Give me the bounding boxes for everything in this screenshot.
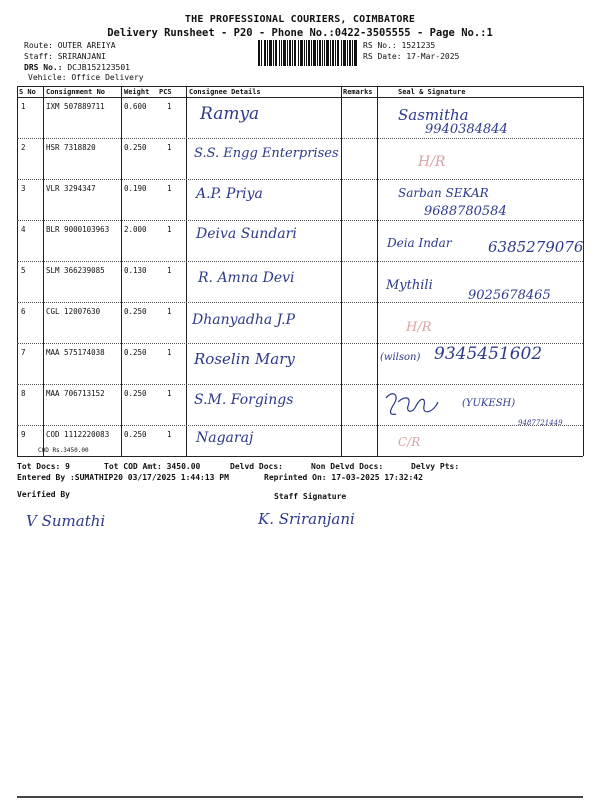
delivery-points: Delvy Pts:: [411, 462, 460, 471]
drs-number: DCJB152123501: [67, 63, 130, 72]
drs-label: DRS No.:: [24, 63, 63, 72]
rs-date: RS Date: 17-Mar-2025: [363, 52, 460, 61]
signature-handwriting: Deia Indar: [387, 236, 452, 250]
consignee-handwriting: Dhanyadha J.P: [192, 312, 296, 328]
consignee-handwriting: Nagaraj: [196, 430, 254, 446]
route-text: Route: OUTER AREIYA: [24, 41, 116, 50]
consignee-handwriting: R. Amna Devi: [198, 270, 295, 286]
bottom-edge-line: [17, 796, 583, 798]
row-pcs: 1: [167, 184, 172, 193]
consignee-handwriting: Ramya: [200, 104, 260, 124]
col-divider: [121, 86, 122, 456]
consignee-handwriting: Roselin Mary: [194, 350, 295, 368]
rs-number: RS No.: 1521235: [363, 41, 436, 50]
total-docs: Tot Docs: 9: [17, 462, 70, 471]
row-weight: 0.250: [124, 143, 147, 152]
row-weight: 0.250: [124, 430, 147, 439]
consignee-handwriting: Deiva Sundari: [196, 226, 297, 242]
row-sno: 6: [21, 307, 26, 316]
phone-handwriting: 9345451602: [434, 344, 543, 364]
drs-line: [24, 63, 130, 73]
row-weight: 0.130: [124, 266, 147, 275]
table-top-border: [17, 86, 583, 87]
row-pcs: 1: [167, 348, 172, 357]
verified-by-label: Verified By: [17, 490, 70, 499]
signature-handwriting: Sarban SEKAR: [398, 186, 489, 200]
consignee-handwriting: S.M. Forgings: [194, 392, 294, 408]
row-separator: [17, 138, 583, 139]
row-consignment: CGL 12007630: [46, 307, 101, 316]
row-consignment: VLR 3294347: [46, 184, 96, 193]
row-pcs: 1: [167, 307, 172, 316]
consignee-handwriting: A.P. Priya: [196, 186, 263, 202]
phone-handwriting: 6385279076: [488, 238, 584, 256]
row-separator: [17, 220, 583, 221]
phone-handwriting: 9688780584: [424, 204, 507, 219]
row-weight: 0.600: [124, 102, 147, 111]
company-title: THE PROFESSIONAL COURIERS, COIMBATORE: [184, 14, 416, 25]
total-cod: Tot COD Amt: 3450.00: [104, 462, 201, 471]
row-separator: [17, 261, 583, 262]
row-separator: [17, 425, 583, 426]
runsheet-subtitle: Delivery Runsheet - P20 - Phone No.:0422-3505555 - Page No.:1: [107, 27, 493, 39]
header-weight: Weight: [124, 88, 150, 96]
signature-handwriting: Sasmitha: [398, 106, 469, 124]
col-divider: [186, 86, 187, 456]
row-pcs: 1: [167, 389, 172, 398]
col-divider: [341, 86, 342, 456]
row-sno: 5: [21, 266, 26, 275]
cod-note: COD Rs.3450.00: [38, 447, 89, 454]
col-divider: [17, 86, 18, 456]
row-consignment: SLM 366239085: [46, 266, 105, 275]
barcode-image: [258, 40, 358, 66]
row-weight: 0.250: [124, 389, 147, 398]
row-consignment: IXM 507889711: [46, 102, 105, 111]
header-consignment: Consignment No: [46, 88, 106, 96]
row-consignment: COD 1112220083: [46, 430, 110, 439]
table-header-border: [17, 97, 583, 98]
row-pcs: 1: [167, 143, 172, 152]
row-consignment: BLR 9000103963: [46, 225, 110, 234]
signature-handwriting: Mythili: [386, 278, 433, 293]
row-sno: 4: [21, 225, 26, 234]
header-sno: S No: [19, 88, 36, 96]
staff-signature-label: Staff Signature: [274, 492, 347, 501]
row-sno: 7: [21, 348, 26, 357]
row-pcs: 1: [167, 266, 172, 275]
row-separator: [17, 179, 583, 180]
row-pcs: 1: [167, 430, 172, 439]
col-divider: [377, 86, 378, 456]
header-pcs: PCS: [159, 88, 172, 96]
staff-signature: K. Sriranjani: [258, 510, 355, 528]
row-sno: 8: [21, 389, 26, 398]
row-consignment: MAA 706713152: [46, 389, 105, 398]
staff-text: Staff: SRIRANJANI: [24, 52, 106, 61]
row-consignment: MAA 575174038: [46, 348, 105, 357]
row-pcs: 1: [167, 225, 172, 234]
phone-handwriting: 9940384844: [425, 122, 508, 137]
verified-signature: V Sumathi: [26, 512, 106, 530]
col-divider: [43, 86, 44, 456]
phone-handwriting: 9487721449: [518, 419, 563, 427]
header-remarks: Remarks: [343, 88, 373, 96]
reprinted-on: Reprinted On: 17-03-2025 17:32:42: [264, 473, 423, 482]
row-weight: 0.190: [124, 184, 147, 193]
row-sno: 9: [21, 430, 26, 439]
row-sno: 2: [21, 143, 26, 152]
delivered-docs: Delvd Docs:: [230, 462, 283, 471]
signature-handwriting: (YUKESH): [462, 398, 516, 409]
row-sno: 3: [21, 184, 26, 193]
stamp-handwriting: C/R: [398, 435, 421, 449]
consignee-handwriting: S.S. Engg Enterprises: [194, 146, 339, 161]
non-delivered-docs: Non Delvd Docs:: [311, 462, 384, 471]
col-divider: [583, 86, 584, 456]
phone-handwriting: 9025678465: [468, 288, 551, 303]
row-sno: 1: [21, 102, 26, 111]
vehicle-text: Vehicle: Office Delivery: [28, 73, 144, 82]
entered-by: Entered By :SUMATHIP20 03/17/2025 1:44:13 PM: [17, 473, 229, 482]
signature-handwriting: (wilson): [380, 352, 421, 363]
row-weight: 0.250: [124, 307, 147, 316]
row-weight: 0.250: [124, 348, 147, 357]
row-separator: [17, 384, 583, 385]
scribble-signature-icon: [382, 390, 462, 420]
header-consignee: Consignee Details: [189, 88, 261, 96]
row-weight: 2.000: [124, 225, 147, 234]
table-bottom-border: [17, 456, 583, 457]
stamp-handwriting: H/R: [418, 154, 446, 170]
row-pcs: 1: [167, 102, 172, 111]
header-signature: Seal & Signature: [398, 88, 466, 96]
row-consignment: HSR 7318820: [46, 143, 96, 152]
stamp-handwriting: H/R: [406, 320, 432, 335]
